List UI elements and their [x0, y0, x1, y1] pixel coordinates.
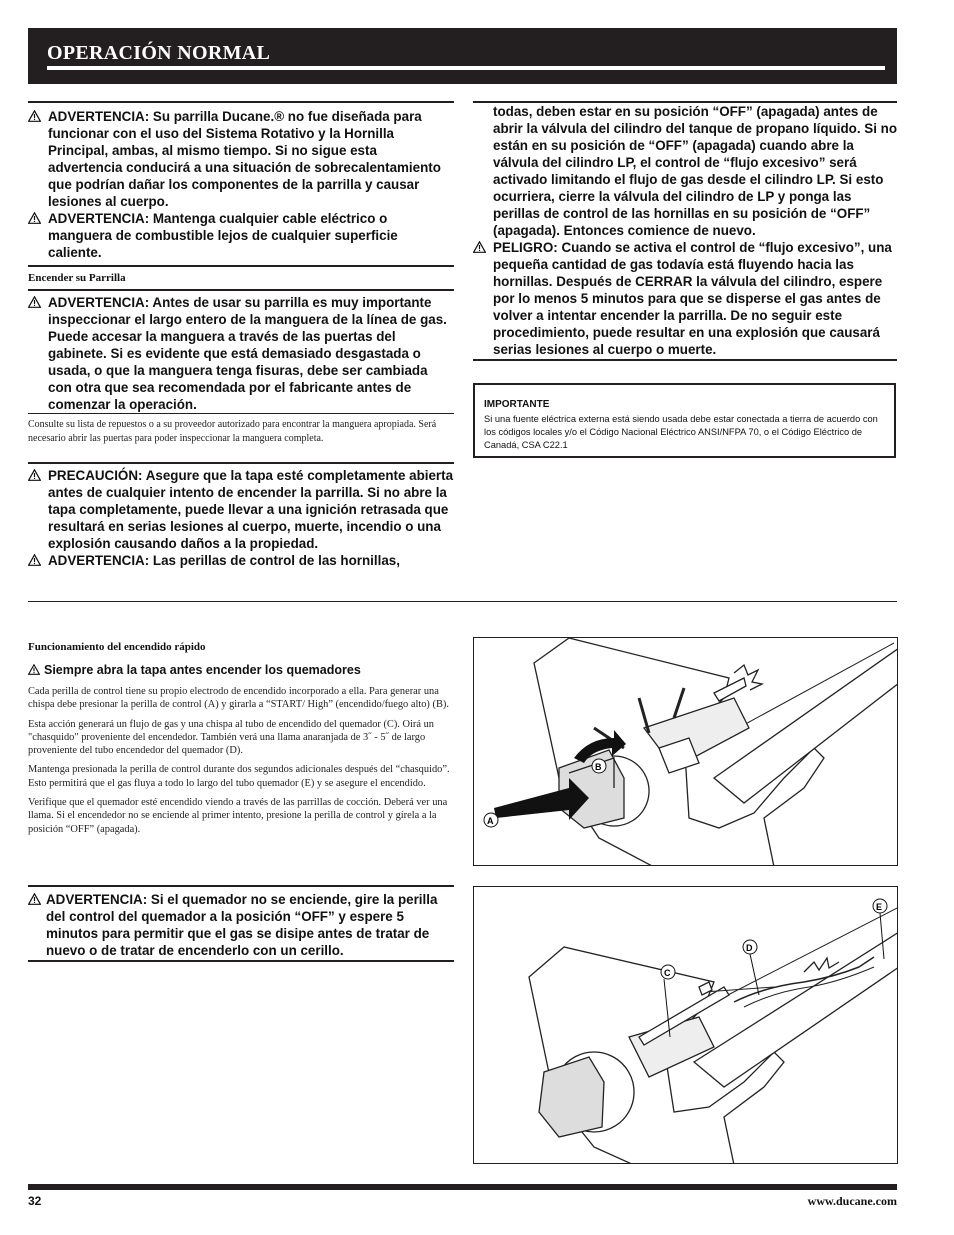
warning-text: ADVERTENCIA: Su parrilla Ducane.® no fue diseñada para funcionar con el uso del Sistema Rotativo y la Hornilla Principal, ambas, al mismo tiempo. Si no sigue esta advertencia conducirá a una situación de sobrecalentamiento que podrían dañar los componentes de la parrilla y causar lesiones al cuerpo. [48, 109, 441, 209]
knob-illustration [474, 638, 898, 866]
importante-body: Si una fuente eléctrica externa está siendo usada debe estar conectada a tierra de acuerdo con los códigos locales y/o el Código Nacional Eléctrico ANSI/NFPA 70, o el Código Eléctrico de Canadá, CSA C22.1 [484, 414, 878, 450]
warning-triangle-icon [28, 891, 41, 905]
page-header [28, 28, 897, 84]
divider [28, 885, 454, 887]
warning-block-final [28, 891, 454, 959]
divider [28, 413, 454, 414]
warning-text: todas, deben estar en su posición “OFF” (apagada) antes de abrir la válvula del cilindro del tanque de propano líquido. Si no están en su posición de “OFF” (apagada) cuando abre la válvula del cilindro LP, el control de “flujo excesivo” será activado limitando el flujo de gas desde el cilindro LP. Si esto ocurriera, cierre la válvula del cilindro de LP y ponga las perillas de control de las hornillas en su posición de “OFF” (apagada). Entonces comience de nuevo. [493, 104, 898, 238]
warning-text: ADVERTENCIA: Mantenga cualquier cable eléctrico o manguera de combustible lejos de cualquier superficie caliente. [48, 211, 398, 260]
divider [28, 960, 454, 962]
divider [28, 462, 454, 464]
paragraph: Cada perilla de control tiene su propio electrodo de encendido incorporado a ella. Para generar una chispa debe presionar la perilla de control (A) y girarla a “START/ High” (encendido/fuego alto) (B). [28, 686, 449, 711]
page-title: OPERACIÓN NORMAL [47, 42, 271, 64]
danger-text: PELIGRO: Cuando se activa el control de “flujo excesivo”, una pequeña cantidad de gas todavía está fluyendo hacia las hornillas. Después de CERRAR la válvula del cilindro, espere por lo menos 5 minutos para que se disperse el gas antes de volver a intentar encender la parrilla. De no seguir este procedimiento, puede resultar en una explosión que causará serias lesiones al cuerpo o muerte. [493, 240, 892, 357]
paragraph: Mantenga presionada la perilla de control durante dos segundos adicionales después del “chasquido”. Esto permitirá que el gas fluya a todo lo largo del tubo quemador (E) y se asegure el encendido. [28, 764, 450, 789]
label-d: D [746, 943, 753, 953]
figure-ignition-knob [473, 637, 898, 866]
warning-block-1 [28, 108, 454, 261]
divider [473, 359, 897, 361]
header-rule [47, 66, 885, 70]
warning-triangle-icon [28, 210, 41, 224]
importante-box [473, 383, 896, 458]
warning-triangle-icon [28, 108, 41, 122]
warning-continued [473, 103, 897, 358]
warning-triangle-icon [28, 552, 41, 566]
warning-text: ADVERTENCIA: Antes de usar su parrilla es muy importante inspeccionar el largo entero de la manguera de la línea de gas. Puede accesar la manguera a través de las puertas del gabinete. Si es evidente que está demasiado desgastada o usada, o que la manguera tenga fisuras, debe ser cambiada con otra que sea recomendada por el fabricante antes de comenzar la operación. [48, 295, 447, 412]
label-c: C [664, 968, 671, 978]
burner-illustration [474, 887, 898, 1164]
footer-bar [28, 1184, 897, 1190]
divider [28, 265, 454, 267]
ignition-title: Funcionamiento del encendido rápido [28, 641, 206, 653]
warning-block-3 [28, 294, 454, 413]
label-b: B [595, 762, 602, 772]
caution-text: PRECAUCIÓN: Asegure que la tapa esté completamente abierta antes de cualquier intento de encender la parrilla. Si no abre la tapa completamente, puede llevar a una ignición retrasada que resultará en serias lesiones al cuerpo, muerte, incendio o una explosión causando daños a la propiedad. [48, 468, 454, 551]
note-text: Consulte su lista de repuestos o a su proveedor autorizado para encontrar la manguera apropiada. Será necesario abrir las puertas para poder inspeccionar la manguera completa. [28, 419, 437, 444]
caution-block [28, 467, 456, 569]
warning-text: ADVERTENCIA: Si el quemador no se enciende, gire la perilla del control del quemador a la posición “OFF” y espere 5 minutos para permitir que el gas se disipe antes de tratar de nuevo o de tratar de encenderlo con un cerillo. [46, 892, 438, 958]
warning-triangle-icon [28, 294, 41, 308]
warning-text: Siempre abra la tapa antes encender los quemadores [44, 663, 361, 677]
website-link[interactable]: www.ducane.com [807, 1194, 897, 1208]
ignition-instructions [28, 685, 452, 842]
section-divider [28, 601, 897, 602]
warning-triangle-icon [28, 662, 40, 675]
importante-title: IMPORTANTE [484, 399, 550, 410]
ignition-warning [28, 662, 454, 679]
paragraph: Esta acción generará un flujo de gas y una chispa al tubo de encendido del quemador (C). Oirá un "chasquido" proveniente del encendedor. También verá una llama anaranjada de 3˝ - 5˝ de largo proveniente del tubo encendedor del quemador (D). [28, 718, 434, 757]
divider [28, 101, 454, 103]
label-a: A [487, 816, 494, 826]
divider [28, 289, 454, 291]
paragraph: Verifique que el quemador esté encendido viendo a través de las parrillas de cocción. Deberá ver una llama. Si el encendedor no se enciende al primer intento, presione la perilla de control y gírela a la posición “OFF” (apagada). [28, 797, 448, 835]
figure-burner-tube [473, 886, 898, 1164]
warning-triangle-icon [473, 239, 486, 253]
label-e: E [876, 902, 883, 912]
warning-triangle-icon [28, 467, 41, 481]
page-number: 32 [28, 1194, 42, 1208]
section-title: Encender su Parrilla [28, 272, 126, 284]
warning-text: ADVERTENCIA: Las perillas de control de las hornillas, [48, 553, 400, 568]
